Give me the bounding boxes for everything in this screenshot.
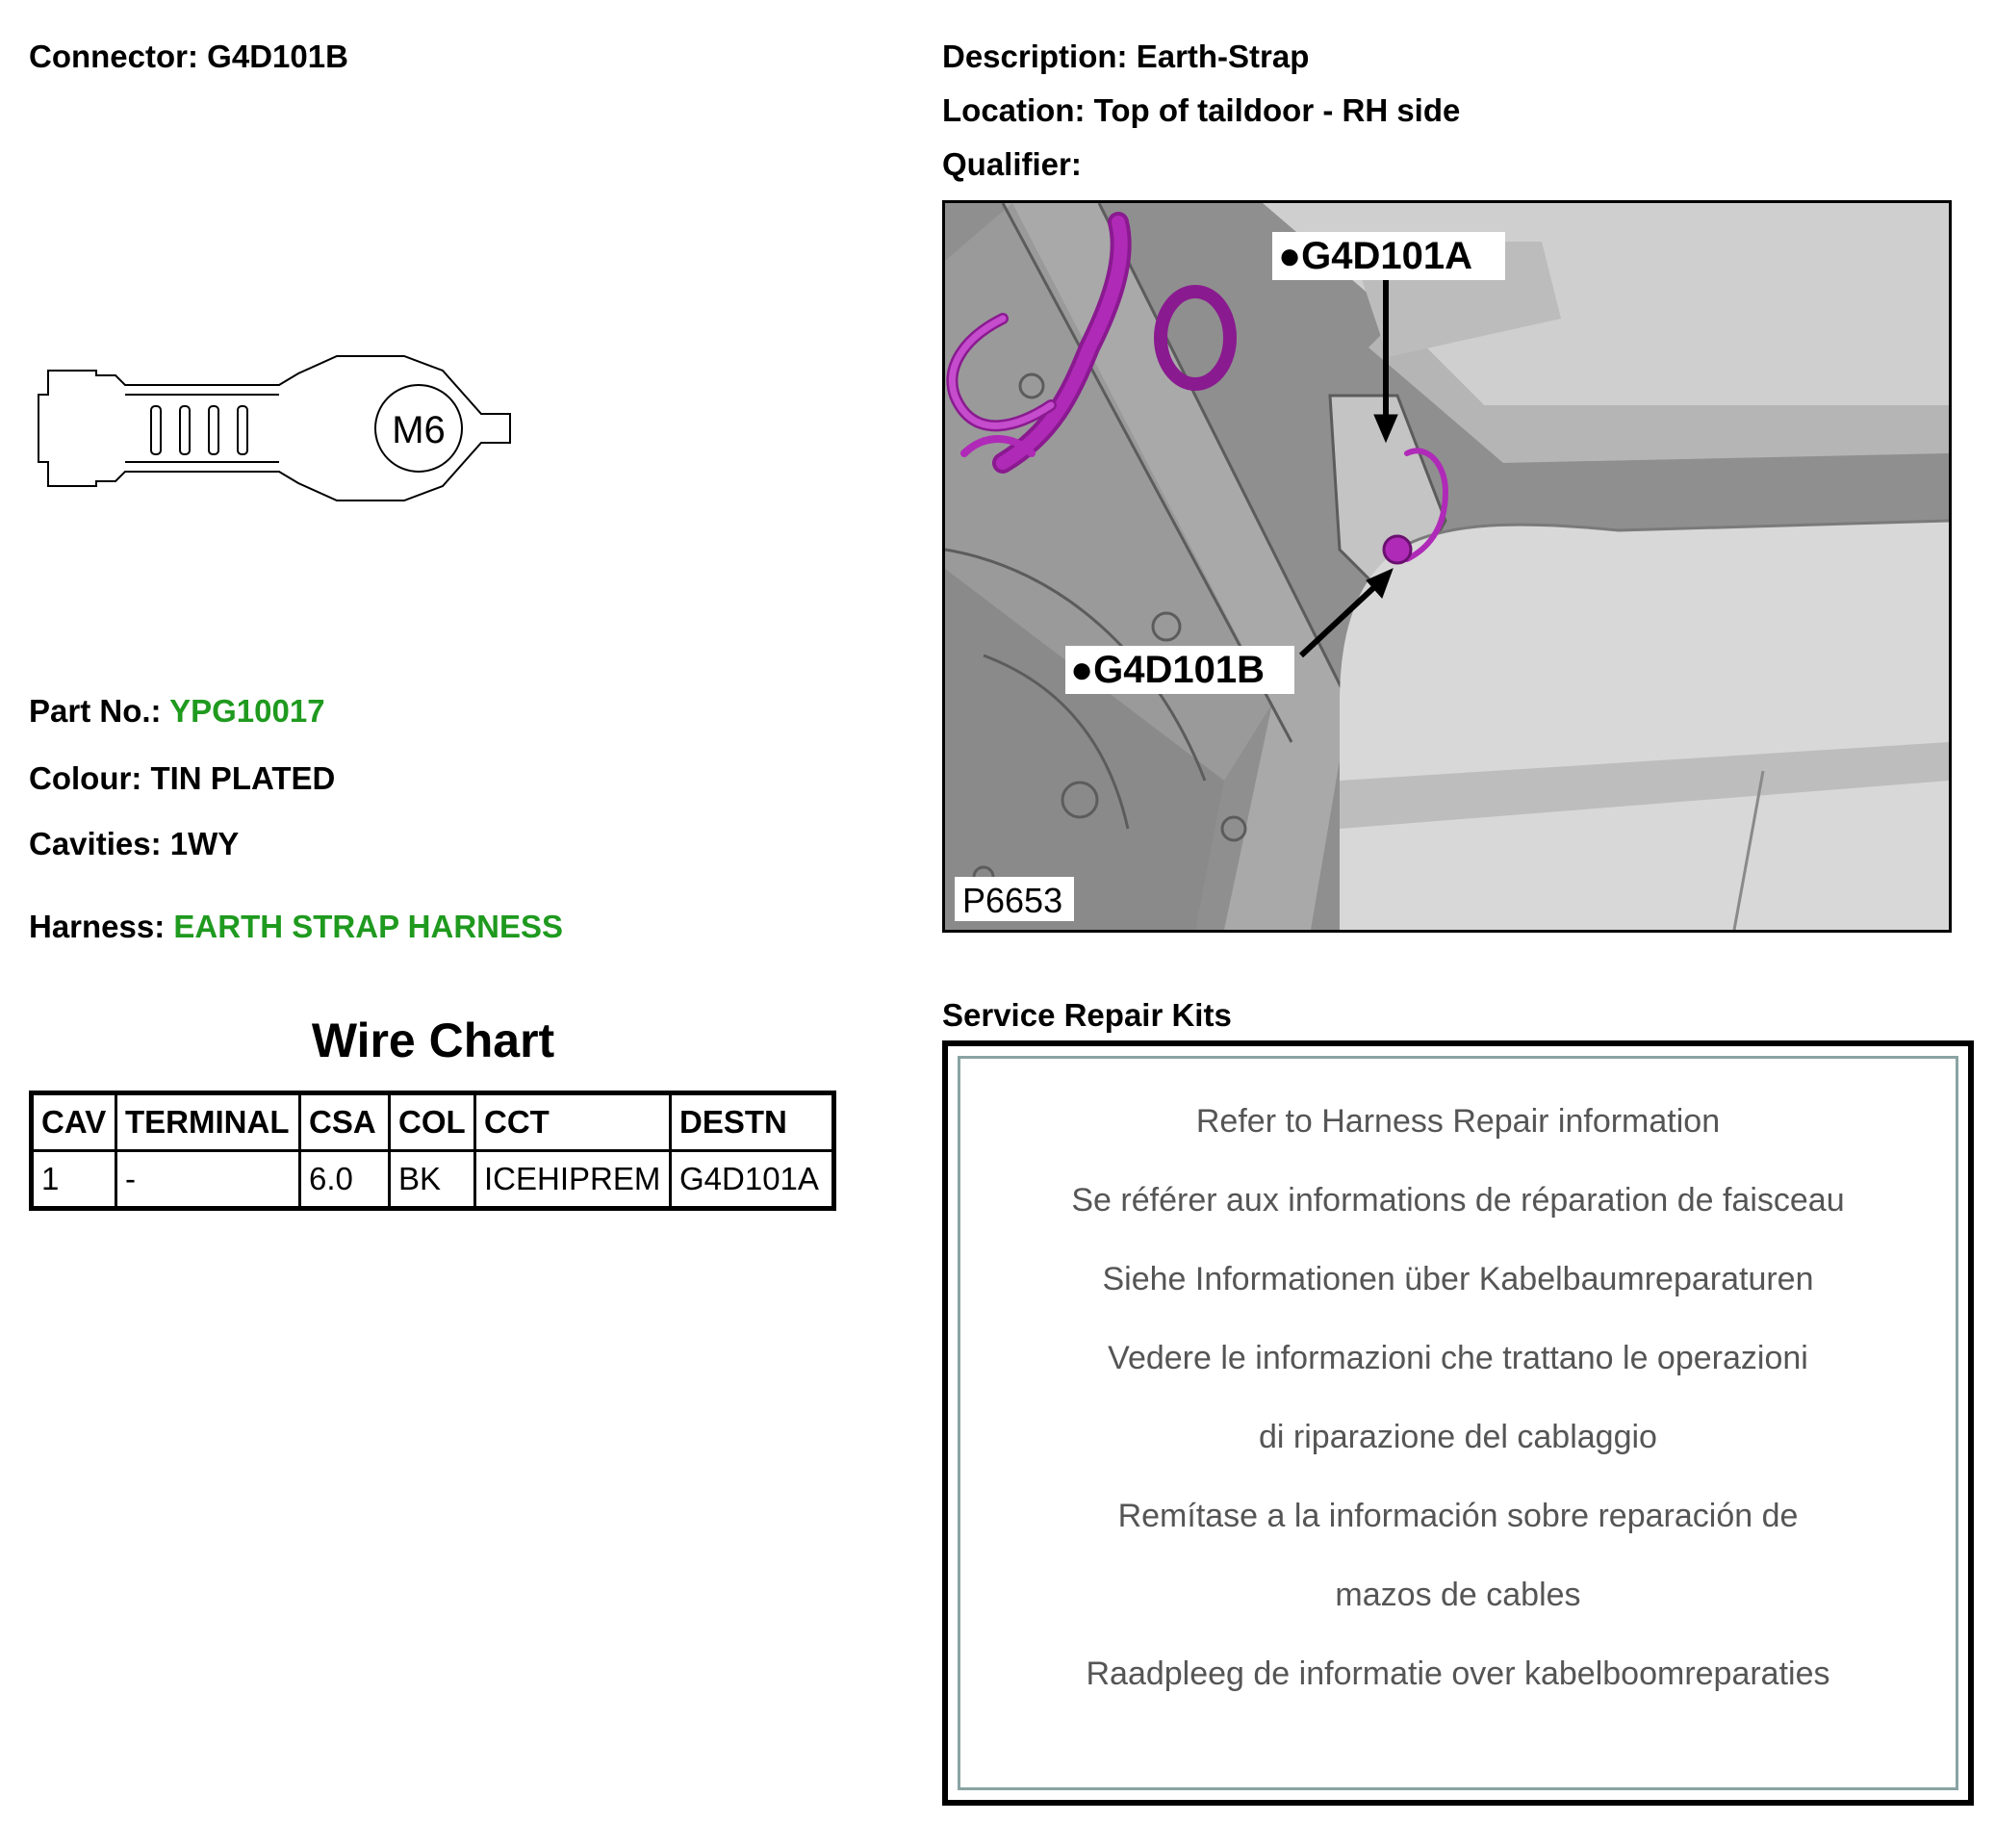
location-label: Location: [942, 92, 1086, 128]
connector-value: G4D101B [207, 38, 348, 74]
qualifier-label: Qualifier: [942, 146, 1082, 182]
cell-csa: 6.0 [300, 1151, 390, 1209]
description-label: Description: [942, 38, 1128, 74]
kit-line: Se référer aux informations de réparation de faisceau [1071, 1182, 1845, 1219]
harness-link[interactable]: EARTH STRAP HARNESS [173, 909, 564, 944]
description-value: Earth-Strap [1136, 38, 1310, 74]
part-no-line [29, 693, 325, 730]
photo-ref-label: P6653 [962, 881, 1063, 920]
cavities-line [29, 826, 239, 862]
service-repair-kits-title: Service Repair Kits [942, 997, 1232, 1033]
colour-line [29, 760, 335, 797]
kit-line: Remítase a la información sobre reparación de [1117, 1498, 1799, 1534]
qualifier-line [942, 146, 1082, 183]
stud-size-label: M6 [392, 409, 446, 451]
header-csa: CSA [300, 1093, 390, 1151]
part-no-label: Part No.: [29, 693, 162, 729]
location-illustration [942, 200, 1952, 933]
kit-line: di riparazione del cablaggio [1259, 1419, 1657, 1455]
kit-line: Vedere le informazioni che trattano le operazioni [1108, 1340, 1808, 1376]
colour-value: TIN PLATED [150, 760, 336, 796]
header-col: COL [390, 1093, 475, 1151]
harness-label: Harness: [29, 909, 166, 944]
header-cav: CAV [32, 1093, 116, 1151]
header-destn: DESTN [671, 1093, 834, 1151]
cavities-label: Cavities: [29, 826, 162, 861]
wire-chart-title: Wire Chart [311, 1014, 555, 1067]
cell-col: BK [390, 1151, 475, 1209]
connector-label: Connector: [29, 38, 198, 74]
kit-line: mazos de cables [1335, 1577, 1581, 1613]
kit-line: Raadpleeg de informatie over kabelboomreparaties [1086, 1656, 1830, 1692]
table-row [32, 1151, 834, 1209]
callout-g4d101a: ●G4D101A [1278, 235, 1473, 277]
harness-line [29, 909, 563, 945]
callout-g4d101b: ●G4D101B [1070, 649, 1266, 691]
description-line [942, 38, 1309, 75]
wire-chart-header-row [32, 1093, 834, 1151]
location-line [942, 92, 1460, 129]
colour-label: Colour: [29, 760, 142, 796]
cavities-value: 1WY [169, 826, 240, 861]
kit-line: Siehe Informationen über Kabelbaumreparaturen [1102, 1261, 1814, 1297]
part-no-link[interactable]: YPG10017 [169, 693, 325, 729]
location-illustration-graphic [945, 203, 1949, 930]
service-repair-kits-box [942, 1040, 1974, 1806]
kit-line: Refer to Harness Repair information [1195, 1103, 1721, 1140]
cell-destn: G4D101A [671, 1151, 834, 1209]
header-terminal: TERMINAL [116, 1093, 300, 1151]
cell-cct: ICEHIPREM [475, 1151, 671, 1209]
service-repair-kits-inner [958, 1056, 1958, 1790]
cell-terminal: - [116, 1151, 300, 1209]
cell-cav: 1 [32, 1151, 116, 1209]
location-value: Top of taildoor - RH side [1093, 92, 1461, 128]
ring-terminal-drawing [29, 346, 520, 520]
wire-chart-table [29, 1091, 836, 1211]
header-cct: CCT [475, 1093, 671, 1151]
connector-line [29, 38, 348, 75]
